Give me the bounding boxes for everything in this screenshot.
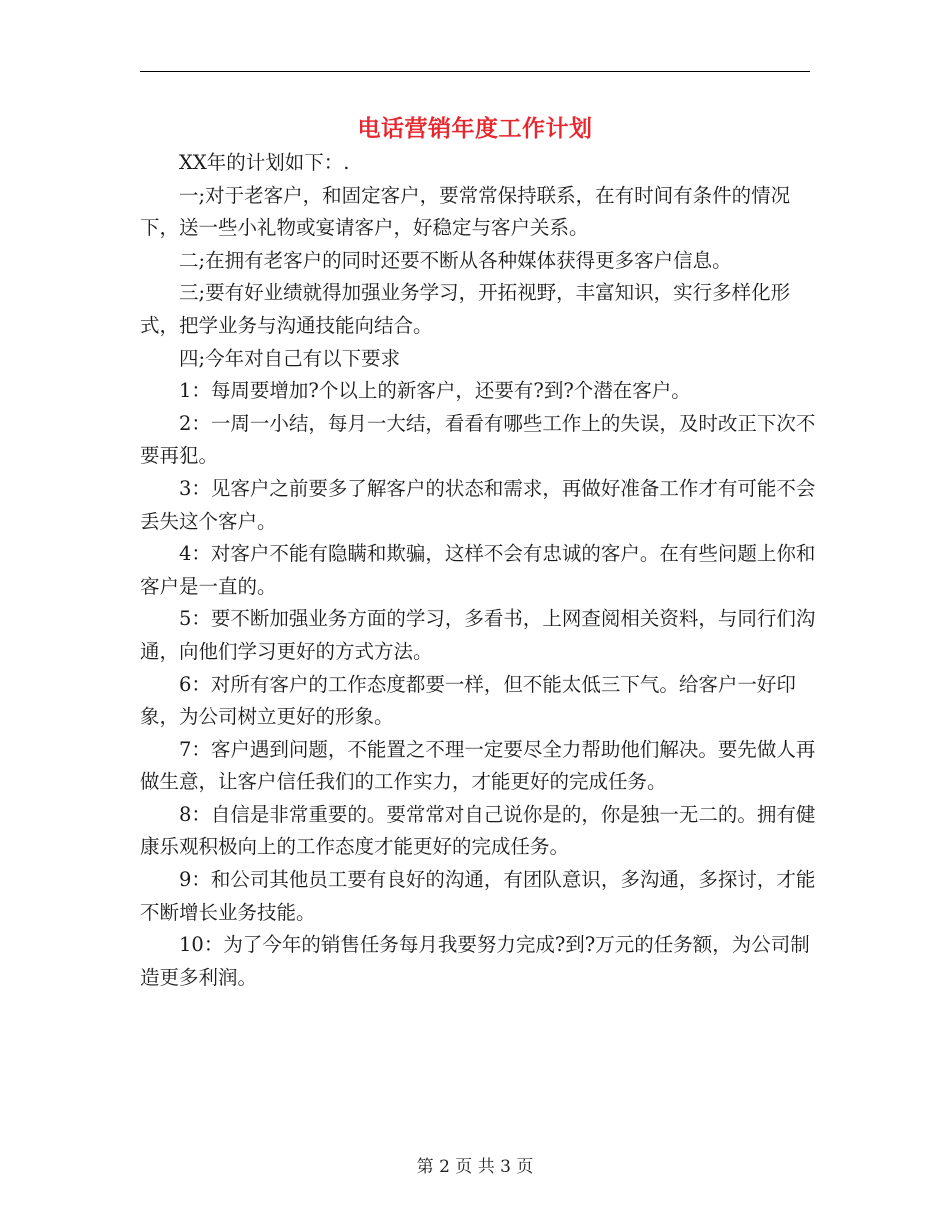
requirement-2: 2：一周一小结，每月一大结，看看有哪些工作上的失误，及时改正下次不要再犯。 <box>140 411 816 468</box>
document-title: 电话营销年度工作计划 <box>357 115 593 142</box>
paragraph-intro: XX年的计划如下：. <box>179 151 350 174</box>
requirement-9: 9：和公司其他员工要有良好的沟通，有团队意识，多沟通，多探讨，才能不断增长业务技能。 <box>140 868 816 924</box>
paragraph-item-2: 二;在拥有老客户的同时还要不断从各种媒体获得更多客户信息。 <box>179 248 732 272</box>
requirement-5: 5：要不断加强业务方面的学习，多看书，上网查阅相关资料，与同行们沟通，向他们学习更好的方式方法。 <box>140 607 816 663</box>
requirement-1: 1：每周要增加?个以上的新客户，还要有?到?个潜在客户。 <box>179 379 691 403</box>
requirement-3: 3：见客户之前要多了解客户的状态和需求，再做好准备工作才有可能不会丢失这个客户。 <box>140 476 816 533</box>
paragraph-item-1: 一;对于老客户，和固定客户，要常常保持联系，在有时间有条件的情况下，送一些小礼物或宴请客户，好稳定与客户关系。 <box>140 183 791 240</box>
requirement-8: 8：自信是非常重要的。要常常对自己说你是的，你是独一无二的。拥有健康乐观积极向上的工作态度才能更好的完成任务。 <box>140 802 816 859</box>
paragraph-item-3: 三;要有好业绩就得加强业务学习，开拓视野，丰富知识，实行多样化形式，把学业务与沟通技能向结合。 <box>140 281 791 337</box>
requirement-7: 7：客户遇到问题，不能置之不理一定要尽全力帮助他们解决。要先做人再做生意，让客户信任我们的工作实力，才能更好的完成任务。 <box>140 737 816 794</box>
document-body <box>140 147 820 994</box>
page-number: 第 2 页 共 3 页 <box>416 1157 534 1177</box>
header-rule <box>140 71 810 72</box>
requirement-4: 4：对客户不能有隐瞒和欺骗，这样不会有忠诚的客户。在有些问题上你和客户是一直的。 <box>140 542 816 598</box>
paragraph-item-4: 四;今年对自己有以下要求 <box>179 346 401 370</box>
requirement-10: 10：为了今年的销售任务每月我要努力完成?到?万元的任务额，为公司制造更多利润。 <box>140 933 810 989</box>
requirement-6: 6：对所有客户的工作态度都要一样，但不能太低三下气。给客户一好印象，为公司树立更好的形象。 <box>140 672 796 729</box>
